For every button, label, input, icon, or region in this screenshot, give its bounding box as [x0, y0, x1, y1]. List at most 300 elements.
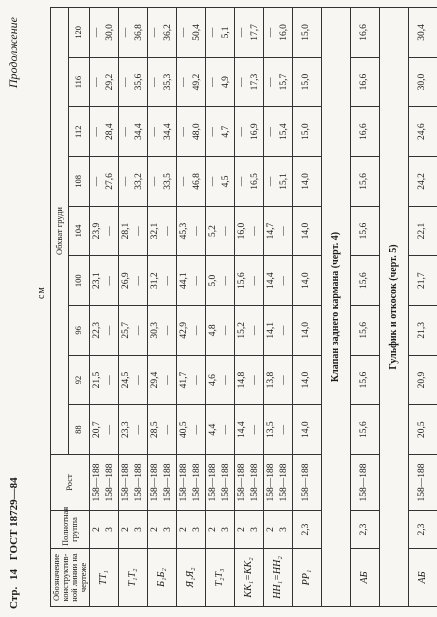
measurement-cell-value: 20,9: [417, 371, 428, 389]
measurement-cell-value: 14,4: [265, 272, 276, 290]
measurement-cell-value: —: [236, 27, 247, 38]
measurement-cell: [176, 57, 205, 107]
measurement-cell-value: —: [220, 226, 231, 236]
table-row: [350, 8, 379, 607]
header-rost: Рост: [51, 455, 90, 511]
measurement-cell-value: 24,5: [120, 371, 131, 389]
measurement-cell: [89, 306, 118, 356]
measurement-cell-value: 14,4: [236, 421, 247, 438]
measurement-cell-value: 15,0: [301, 24, 312, 41]
measurement-cell: [89, 355, 118, 405]
measurement-cell-value: 13,5: [265, 421, 276, 438]
measurement-cell: [234, 405, 263, 455]
group-cell: [147, 511, 176, 549]
measurement-cell-value: —: [104, 275, 115, 286]
measurement-cell-value: 15,6: [359, 222, 370, 240]
measurement-cell-value: 4,4: [207, 423, 218, 436]
measurement-cell-value: —: [278, 226, 289, 236]
measurement-cell: [263, 8, 292, 58]
measurement-cell-value: 4,7: [220, 125, 231, 138]
table-row: [176, 8, 205, 607]
measurement-cell-value: —: [278, 275, 289, 286]
table-row: [89, 8, 118, 607]
measurement-cell: [263, 306, 292, 356]
measurement-cell-value: 24,6: [417, 123, 428, 141]
measurement-cell: [205, 157, 234, 207]
measurement-cell-value: 20,7: [91, 421, 102, 438]
size-header: 96: [69, 306, 90, 356]
rost-cell: [176, 455, 205, 511]
measurement-cell: [408, 405, 437, 455]
group-cell-value: 3: [249, 527, 260, 532]
measurement-cell-value: 44,1: [178, 272, 189, 290]
measurement-cell: [89, 157, 118, 207]
size-header: 108: [69, 157, 90, 207]
measurement-cell-value: 40,5: [178, 421, 189, 438]
measurement-cell: [408, 157, 437, 207]
measurement-cell-value: 29,4: [149, 371, 160, 389]
measurement-cell-value: —: [265, 176, 276, 187]
line-code: Я₁Я₂: [176, 549, 205, 607]
group-cell-value: 2,3: [359, 523, 370, 536]
measurement-cell: [292, 405, 321, 455]
measurement-cell: [292, 157, 321, 207]
measurement-cell: [89, 256, 118, 306]
measurement-cell-value: 30,0: [104, 24, 115, 41]
measurement-cell-value: 14,0: [301, 222, 312, 240]
measurement-cell-value: —: [104, 424, 115, 435]
measurement-cell: [234, 306, 263, 356]
measurement-cell: [234, 157, 263, 207]
measurement-cell-value: 30,3: [149, 322, 160, 339]
measurement-cell-value: —: [249, 275, 260, 286]
measurement-cell-value: —: [207, 27, 218, 38]
group-cell: [89, 511, 118, 549]
section-title: Гульфик и откосок (черт. 5): [379, 8, 408, 607]
measurement-cell: [408, 57, 437, 107]
size-header: 100: [69, 256, 90, 306]
group-cell-value: 3: [104, 527, 115, 532]
rost-cell-value: 158—188: [220, 463, 231, 502]
measurement-cell: [147, 355, 176, 405]
rost-cell: [234, 455, 263, 511]
measurement-cell-value: —: [91, 126, 102, 137]
measurement-cell: [234, 8, 263, 58]
unit-label: см: [36, 286, 47, 299]
measurement-cell-value: 16,6: [359, 123, 370, 141]
measurement-cell-value: 5,1: [220, 26, 231, 39]
line-code: АБ: [408, 549, 437, 607]
measurement-cell-value: 15,1: [278, 173, 289, 190]
measurement-cell-value: —: [149, 77, 160, 87]
measurement-cell-value: 46,8: [191, 173, 202, 190]
rost-cell-value: 158—188: [207, 463, 218, 502]
measurement-cell-value: 28,4: [104, 123, 115, 141]
section-row: [321, 8, 350, 607]
measurement-cell-value: —: [265, 77, 276, 87]
measurement-cell-value: 14,0: [301, 272, 312, 290]
page-number: [8, 477, 20, 609]
group-cell-value: 2: [265, 527, 276, 532]
measurement-cell-value: 49,2: [191, 73, 202, 91]
page-header: [6, 9, 28, 609]
group-cell-value: 2: [120, 527, 131, 532]
measurement-cell-value: 4,8: [207, 324, 218, 337]
measurement-cell: [89, 405, 118, 455]
measurement-cell-value: —: [278, 424, 289, 435]
table-header: [51, 8, 90, 607]
measurement-cell-value: 20,5: [417, 421, 428, 438]
size-header: 120: [69, 8, 90, 58]
measurement-cell-value: —: [191, 275, 202, 286]
measurement-cell-value: —: [104, 226, 115, 236]
measurement-cell-value: 14,7: [265, 222, 276, 240]
page-number-value: 14: [8, 569, 20, 581]
rost-cell: [89, 455, 118, 511]
group-cell-value: 3: [278, 527, 289, 532]
measurement-cell-value: —: [191, 424, 202, 435]
measurement-cell-value: 15,2: [236, 322, 247, 339]
measurement-cell-value: 31,2: [149, 272, 160, 290]
measurement-cell: [147, 405, 176, 455]
measurement-cell: [263, 355, 292, 405]
measurement-cell: [89, 107, 118, 157]
measurement-cell: [205, 107, 234, 157]
measurement-cell: [176, 306, 205, 356]
measurement-cell-value: 17,7: [249, 24, 260, 41]
measurement-cell-value: —: [91, 77, 102, 87]
measurement-cell-value: 27,6: [104, 173, 115, 190]
measurement-cell: [263, 157, 292, 207]
measurement-cell-value: —: [278, 375, 289, 385]
measurement-cell: [147, 57, 176, 107]
group-cell-value: 3: [162, 527, 173, 532]
measurement-cell: [176, 256, 205, 306]
measurement-cell-value: —: [178, 77, 189, 87]
measurement-cell-value: 50,4: [191, 24, 202, 41]
measurement-cell-value: 14,0: [301, 371, 312, 389]
measurement-cell-value: 4,5: [220, 175, 231, 188]
measurement-cell-value: 4,6: [207, 374, 218, 386]
measurement-cell-value: 14,0: [301, 421, 312, 438]
measurement-cell-value: 16,5: [249, 173, 260, 190]
rost-cell-value: 158—188: [359, 463, 370, 502]
measurement-cell-value: 16,0: [236, 222, 247, 240]
measurement-cell-value: 15,0: [301, 73, 312, 91]
measurement-cell-value: —: [133, 424, 144, 435]
page-word: Стр.: [8, 586, 20, 609]
measurement-cell-value: —: [162, 424, 173, 435]
group-cell: [176, 511, 205, 549]
measurement-cell-value: 15,6: [236, 272, 247, 290]
size-header: 92: [69, 355, 90, 405]
measurement-cell: [205, 206, 234, 256]
measurement-cell-value: —: [178, 27, 189, 38]
measurement-cell-value: —: [249, 375, 260, 385]
measurement-cell-value: 25,7: [120, 322, 131, 339]
table-row: [263, 8, 292, 607]
table-row: [408, 8, 437, 607]
measurement-cell-value: —: [104, 375, 115, 385]
group-cell-value: 2,3: [301, 523, 312, 536]
measurement-cell: [292, 306, 321, 356]
measurement-cell: [118, 57, 147, 107]
measurement-cell: [176, 405, 205, 455]
rost-cell: [118, 455, 147, 511]
measurement-cell-value: —: [120, 77, 131, 87]
group-cell: [118, 511, 147, 549]
table-row: [292, 8, 321, 607]
rost-cell-value: 158—188: [104, 463, 115, 502]
measurement-cell-value: —: [207, 126, 218, 137]
measurement-cell-value: 30,4: [417, 24, 428, 41]
group-cell-value: 2: [178, 527, 189, 532]
measurement-cell-value: 35,6: [133, 73, 144, 91]
measurement-cell-value: 13,8: [265, 371, 276, 389]
rost-cell-value: 158—188: [178, 463, 189, 502]
measurement-cell: [147, 107, 176, 157]
measurement-cell-value: —: [133, 325, 144, 336]
measurement-cell-value: —: [120, 176, 131, 187]
measurement-cell-value: 22,1: [417, 222, 428, 240]
measurement-cell: [118, 107, 147, 157]
measurement-cell-value: 28,1: [120, 222, 131, 240]
measurement-cell: [263, 107, 292, 157]
rost-cell-value: 158—188: [120, 463, 131, 502]
rost-cell-value: 158—188: [249, 463, 260, 502]
header-group: Полнотная группа: [51, 511, 90, 549]
measurement-cell-value: 28,5: [149, 421, 160, 438]
measurement-cell-value: —: [149, 27, 160, 38]
measurement-cell-value: —: [162, 226, 173, 236]
rost-cell: [350, 455, 379, 511]
measurement-cell-value: —: [207, 77, 218, 87]
measurement-cell-value: 36,2: [162, 24, 173, 41]
measurement-cell-value: —: [162, 325, 173, 336]
measurement-cell-value: 15,0: [301, 123, 312, 141]
section-row: [379, 8, 408, 607]
measurement-cell-value: —: [249, 424, 260, 435]
rost-cell: [205, 455, 234, 511]
rost-cell-value: 158—188: [265, 463, 276, 502]
measurement-cell-value: 33,2: [133, 173, 144, 190]
measurement-cell-value: 42,9: [178, 322, 189, 339]
measurement-cell: [176, 157, 205, 207]
rost-cell-value: 158—188: [162, 463, 173, 502]
measurement-cell: [408, 306, 437, 356]
measurement-cell-value: 14,8: [236, 371, 247, 389]
measurement-cell-value: —: [207, 176, 218, 187]
measurement-cell: [234, 355, 263, 405]
table-body: [89, 8, 437, 607]
header-code: Обозначение конструктив-ной линии на чертеже: [51, 549, 90, 607]
measurement-cell-value: —: [133, 226, 144, 236]
measurement-cell-value: —: [191, 226, 202, 236]
measurement-cell-value: 4,9: [220, 76, 231, 89]
measurement-cell: [234, 57, 263, 107]
measurement-cell: [350, 8, 379, 58]
group-cell: [292, 511, 321, 549]
measurement-cell-value: 24,2: [417, 173, 428, 190]
measurement-cell-value: —: [149, 126, 160, 137]
measurement-cell-value: 23,1: [91, 272, 102, 290]
measurement-cell-value: —: [220, 325, 231, 336]
rost-cell-value: 158—188: [278, 463, 289, 502]
line-code: Т₂Т₃: [205, 549, 234, 607]
measurement-cell-value: —: [91, 176, 102, 187]
table-row: [205, 8, 234, 607]
measurement-cell: [234, 256, 263, 306]
group-cell-value: 3: [191, 527, 202, 532]
rost-cell: [263, 455, 292, 511]
measurement-cell-value: 48,0: [191, 123, 202, 141]
measurement-cell: [234, 206, 263, 256]
measurement-cell: [408, 8, 437, 58]
measurement-cell-value: —: [162, 275, 173, 286]
measurement-cell-value: 15,6: [359, 421, 370, 438]
measurement-cell-value: —: [149, 176, 160, 187]
group-cell-value: 3: [220, 527, 231, 532]
measurement-cell: [350, 157, 379, 207]
measurement-cell-value: 34,4: [133, 123, 144, 141]
group-cell-value: 2,3: [417, 523, 428, 536]
measurement-cell: [350, 405, 379, 455]
line-code: РР₁: [292, 549, 321, 607]
measurement-cell-value: 23,9: [91, 222, 102, 240]
measurement-cell-value: 21,7: [417, 272, 428, 290]
rost-cell-value: 158—188: [149, 463, 160, 502]
measurement-cell-value: 45,3: [178, 222, 189, 240]
measurement-cell-value: 29,2: [104, 73, 115, 91]
group-cell-value: 2: [149, 527, 160, 532]
rost-cell: [408, 455, 437, 511]
measurement-cell-value: 15,7: [278, 73, 289, 91]
rost-cell-value: 158—188: [417, 463, 428, 502]
line-code: Т₁Т₂: [118, 549, 147, 607]
measurement-cell-value: —: [220, 275, 231, 286]
measurement-cell-value: 21,5: [91, 371, 102, 389]
measurement-cell: [263, 256, 292, 306]
measurement-cell: [89, 206, 118, 256]
measurement-cell: [118, 8, 147, 58]
table-row: [147, 8, 176, 607]
measurement-cell-value: —: [220, 424, 231, 435]
measurement-cell: [234, 107, 263, 157]
measurement-cell-value: —: [162, 375, 173, 385]
measurement-cell: [350, 206, 379, 256]
measurement-cell-value: —: [191, 325, 202, 336]
measurement-cell-value: 21,3: [417, 322, 428, 339]
measurement-cell: [408, 256, 437, 306]
line-code: Б₁Б₂: [147, 549, 176, 607]
measurement-cell-value: —: [178, 126, 189, 137]
measurement-cell: [263, 57, 292, 107]
line-code: КК₁=КК₂: [234, 549, 263, 607]
measurement-cell-value: —: [120, 126, 131, 137]
measurement-cell: [350, 57, 379, 107]
measurement-cell: [205, 306, 234, 356]
line-code: ТТ₁: [89, 549, 118, 607]
measurement-cell-value: —: [220, 375, 231, 385]
table-row: [234, 8, 263, 607]
measurement-cell-value: —: [191, 375, 202, 385]
measurement-cell-value: 26,9: [120, 272, 131, 290]
size-header: 116: [69, 57, 90, 107]
measurement-cell: [205, 256, 234, 306]
group-cell-value: 3: [133, 527, 144, 532]
measurement-cell-value: 32,1: [149, 222, 160, 240]
size-header: 104: [69, 206, 90, 256]
measurement-cell: [350, 306, 379, 356]
rost-cell-value: 158—188: [91, 463, 102, 502]
measurement-cell-value: 14,0: [301, 322, 312, 339]
measurement-cell: [263, 405, 292, 455]
measurement-cell-value: 15,6: [359, 371, 370, 389]
size-header: 88: [69, 405, 90, 455]
measurement-cell-value: 5,0: [207, 274, 218, 287]
measurement-cell-value: 17,3: [249, 73, 260, 91]
measurement-cell: [350, 107, 379, 157]
measurement-cell-value: —: [133, 375, 144, 385]
line-code: АБ: [350, 549, 379, 607]
measurement-cell: [118, 157, 147, 207]
measurement-cell: [89, 8, 118, 58]
line-code: НН₁=НН₂: [263, 549, 292, 607]
size-header: 112: [69, 107, 90, 157]
measurement-cell: [205, 8, 234, 58]
measurement-cell-value: 35,3: [162, 73, 173, 91]
measurement-cell-value: 33,5: [162, 173, 173, 190]
table-row: [118, 8, 147, 607]
measurement-cell: [118, 306, 147, 356]
measurement-cell-value: —: [236, 176, 247, 187]
group-cell-value: 2: [207, 527, 218, 532]
measurement-cell-value: —: [178, 176, 189, 187]
measurement-cell: [292, 206, 321, 256]
measurement-cell-value: 41,7: [178, 371, 189, 389]
continuation-label: Продолжение: [6, 17, 20, 89]
measurement-cell: [118, 206, 147, 256]
measurements-table: [50, 7, 437, 607]
group-cell: [350, 511, 379, 549]
rost-cell-value: 158—188: [236, 463, 247, 502]
measurement-cell-value: 16,0: [278, 24, 289, 41]
header-hip-group: Обхват груди: [51, 8, 69, 455]
group-cell: [234, 511, 263, 549]
measurement-cell: [118, 355, 147, 405]
measurement-cell-value: 15,4: [278, 123, 289, 141]
measurement-cell: [147, 8, 176, 58]
measurement-cell: [408, 206, 437, 256]
rost-cell-value: 158—188: [301, 463, 312, 502]
rost-cell-value: 158—188: [133, 463, 144, 502]
measurement-cell: [408, 107, 437, 157]
measurement-cell-value: 36,8: [133, 24, 144, 41]
group-cell: [408, 511, 437, 549]
measurement-cell: [292, 57, 321, 107]
measurement-cell: [205, 57, 234, 107]
group-cell: [205, 511, 234, 549]
measurement-cell-value: 15,6: [359, 272, 370, 290]
measurement-cell: [292, 107, 321, 157]
measurement-cell-value: 16,9: [249, 123, 260, 141]
measurement-cell-value: —: [236, 77, 247, 87]
measurement-cell-value: —: [278, 325, 289, 336]
group-cell: [263, 511, 292, 549]
measurement-cell: [263, 206, 292, 256]
measurement-cell: [176, 355, 205, 405]
rost-cell: [292, 455, 321, 511]
